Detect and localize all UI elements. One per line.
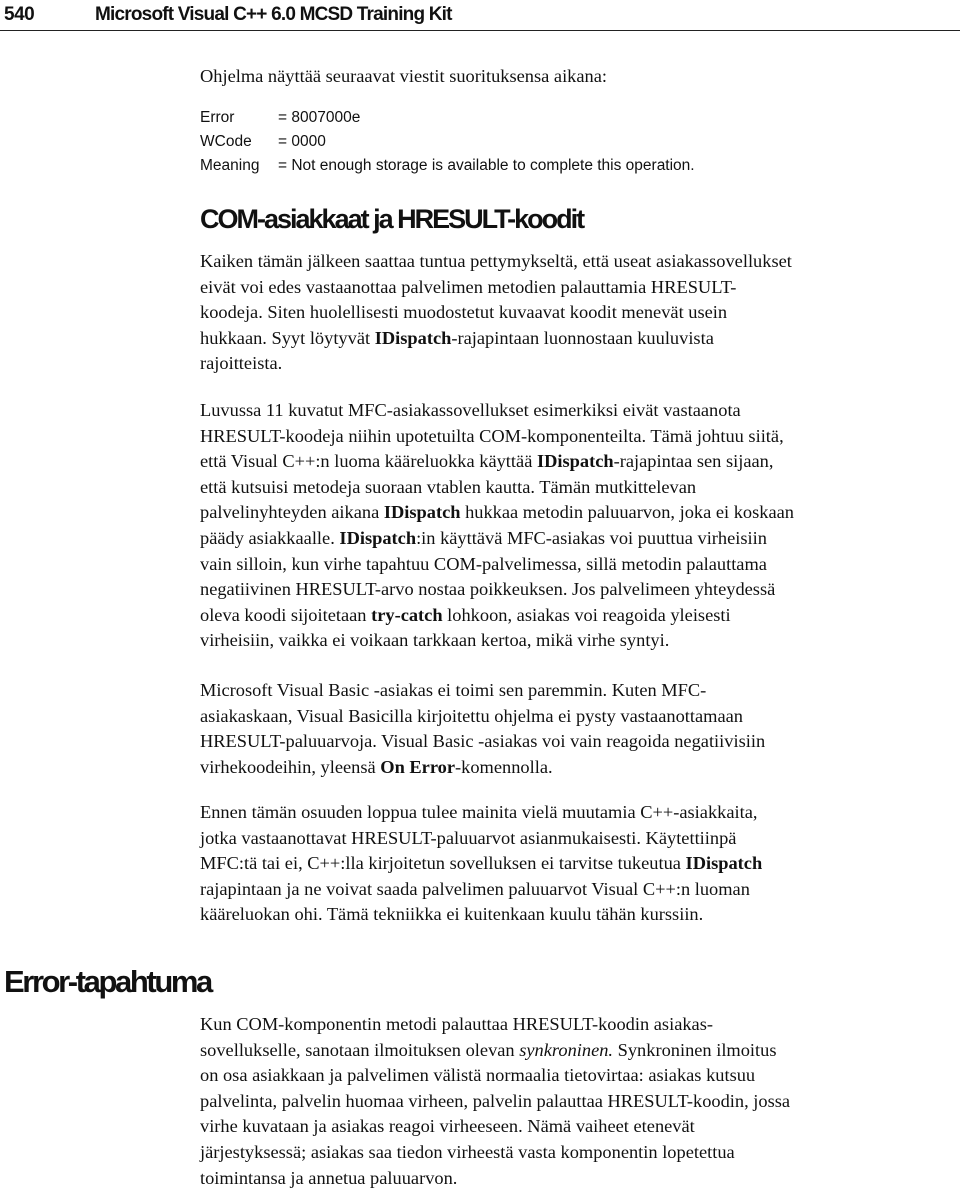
paragraph-hresult-limitations: Kaiken tämän jälkeen saattaa tuntua pettymykseltä, että useat asiakassovellukset eivät voi edes vastaanottaa palvelimen metodien palauttamia HRESULT- koodeja. Siten huolellisesti muodostetut kuvaavat koodit menevät usein hukkaan. Syyt löytyvät IDispatch-rajapintaan luonnostaan kuuluvista rajoitteista. (200, 251, 792, 374)
page-number: 540 (4, 4, 35, 25)
paragraph-error-event: Kun COM-komponentin metodi palauttaa HRESULT-koodin asiakas- sovellukselle, sanotaan ilmoituksen olevan synkroninen. Synkroninen ilmoitus on osa asiakkaan ja palvelimen välistä normaalia tietovirtaa: asiakas kutsuu palvelinta, palvelin huomaa virheen, palvelin palauttaa HRESULT-koodin, jossa virhe kuvataan ja asiakas reagoi virheeseen. Nämä vaiheet etenevät järjestyksessä; asiakas saa tiedon virheestä vasta komponentin lopetettua toimintansa ja annetua paluuarvon. (200, 1014, 791, 1188)
intro-paragraph: Ohjelma näyttää seuraavat viestit suorituksensa aikana: (200, 66, 608, 86)
code-row: Meaning = Not enough storage is available to complete this operation. (200, 157, 695, 174)
code-output-block (200, 106, 952, 178)
paragraph-cpp-clients: Ennen tämän osuuden loppua tulee mainita vielä muutamia C++-asiakkaita, jotka vastaanottavat HRESULT-paluuarvot asianmukaisesti. Käytettiinpä MFC:tä tai ei, C++:lla kirjoitetun sovelluksen ei tarvitse tukeutua IDispatch rajapintaan ja ne voivat saada palvelimen paluuarvot Visual C++:n luoman kääreluokan ohi. Tämä tekniikka ei kuitenkaan kuulu tähän kurssiin. (200, 802, 763, 925)
book-title: Microsoft Visual C++ 6.0 MCSD Training Kit (95, 4, 452, 25)
header-rule (0, 30, 960, 31)
paragraph-visual-basic: Microsoft Visual Basic -asiakas ei toimi sen paremmin. Kuten MFC- asiakaskaan, Visual Basicilla kirjoitettu ohjelma ei pysty vastaanottamaan HRESULT-paluuarvoja. Visual Basic -asiakas voi vain reagoida negatiivisiin virhekoodeihin, yleensä On Error-komennolla. (200, 680, 766, 777)
paragraph-mfc-clients: Luvussa 11 kuvatut MFC-asiakassovellukset esimerkiksi eivät vastaanota HRESULT-koodeja niihin upotetuilta COM-komponenteilta. Tämä johtuu siitä, että Visual C++:n luoma kääreluokka käyttää IDispatch-rajapintaa sen sijaan, että kutsuisi metodeja suoraan vtablen kautta. Tämän mutkittelevan palvelinyhteyden aikana IDispatch hukkaa metodin paluuarvon, joka ei koskaan päädy asiakkaalle. IDispatch:in käyttävä MFC-asiakas voi puuttua virheisiin vain silloin, kun virhe tapahtuu COM-palvelimessa, sillä metodin palauttama negatiivinen HRESULT-arvo nostaa poikkeuksen. Jos palvelimeen yhteydessä oleva koodi sijoitetaan try-catch lohkoon, asiakas voi reagoida yleisesti virheisiin, vaikka ei voikaan tarkkaan kertoa, mikä virhe syntyi. (200, 400, 794, 651)
code-row: WCode = 0000 (200, 133, 326, 150)
code-row: Error = 8007000e (200, 109, 361, 126)
page-header (0, 0, 960, 36)
side-heading: Error-tapahtuma (4, 964, 211, 999)
section-heading: COM-asiakkaat ja HRESULT-koodit (200, 204, 584, 234)
